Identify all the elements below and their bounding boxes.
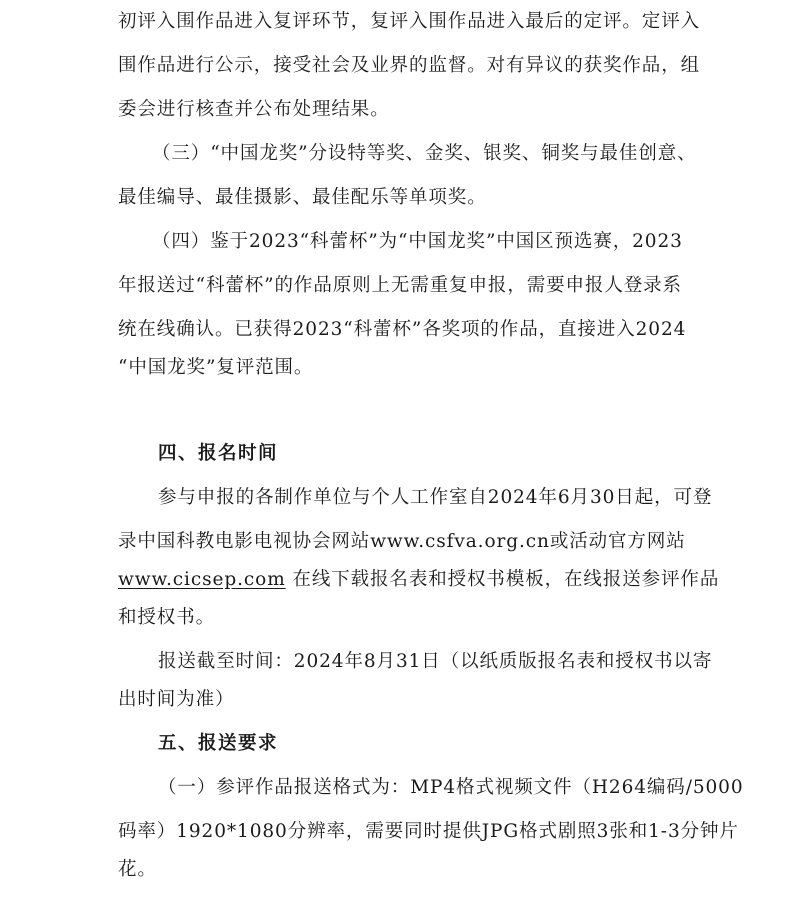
paragraph-line: “中国龙奖”复评范围。 xyxy=(118,357,314,378)
paragraph-line: 统在线确认。已获得2023“科蕾杯”各奖项的作品，直接进入2024 xyxy=(118,319,687,340)
paragraph-line: 参与申报的各制作单位与个人工作室自2024年6月30日起，可登 xyxy=(158,487,713,508)
paragraph-line: 初评入围作品进入复评环节，复评入围作品进入最后的定评。定评入 xyxy=(118,11,701,32)
paragraph-line: （四）鉴于2023“科蕾杯”为“中国龙奖”中国区预选赛，2023 xyxy=(152,231,683,252)
paragraph-line: （三）“中国龙奖”分设特等奖、金奖、银奖、铜奖与最佳创意、 xyxy=(152,143,697,164)
paragraph-line: 录中国科教电影电视协会网站www.csfva.org.cn或活动官方网站 xyxy=(118,531,686,552)
paragraph-line: 出时间为准） xyxy=(118,689,235,710)
paragraph-line: 和授权书。 xyxy=(118,607,216,628)
website-link[interactable]: www.cicsep.com xyxy=(118,569,286,590)
paragraph-line: 最佳编导、最佳摄影、最佳配乐等单项奖。 xyxy=(118,187,487,208)
paragraph-line: （一）参评作品报送格式为：MP4格式视频文件（H264编码/5000 xyxy=(158,777,744,798)
paragraph-line: 围作品进行公示，接受社会及业界的监督。对有异议的获奖作品，组 xyxy=(118,55,701,76)
paragraph-text: 在线下载报名表和授权书模板，在线报送参评作品 xyxy=(285,569,720,590)
paragraph-line xyxy=(118,566,719,594)
paragraph-line: 花。 xyxy=(118,859,157,880)
section-heading: 四、报名时间 xyxy=(158,443,279,464)
section-heading: 五、报送要求 xyxy=(158,733,279,754)
paragraph-line: 码率）1920*1080分辨率，需要同时提供JPG格式剧照3张和1-3分钟片 xyxy=(118,821,739,842)
paragraph-line: 报送截至时间：2024年8月31日（以纸质版报名表和授权书以寄 xyxy=(158,651,713,672)
paragraph-line: 年报送过“科蕾杯”的作品原则上无需重复申报，需要申报人登录系 xyxy=(118,275,682,296)
paragraph-line: 委会进行核查并公布处理结果。 xyxy=(118,99,390,120)
